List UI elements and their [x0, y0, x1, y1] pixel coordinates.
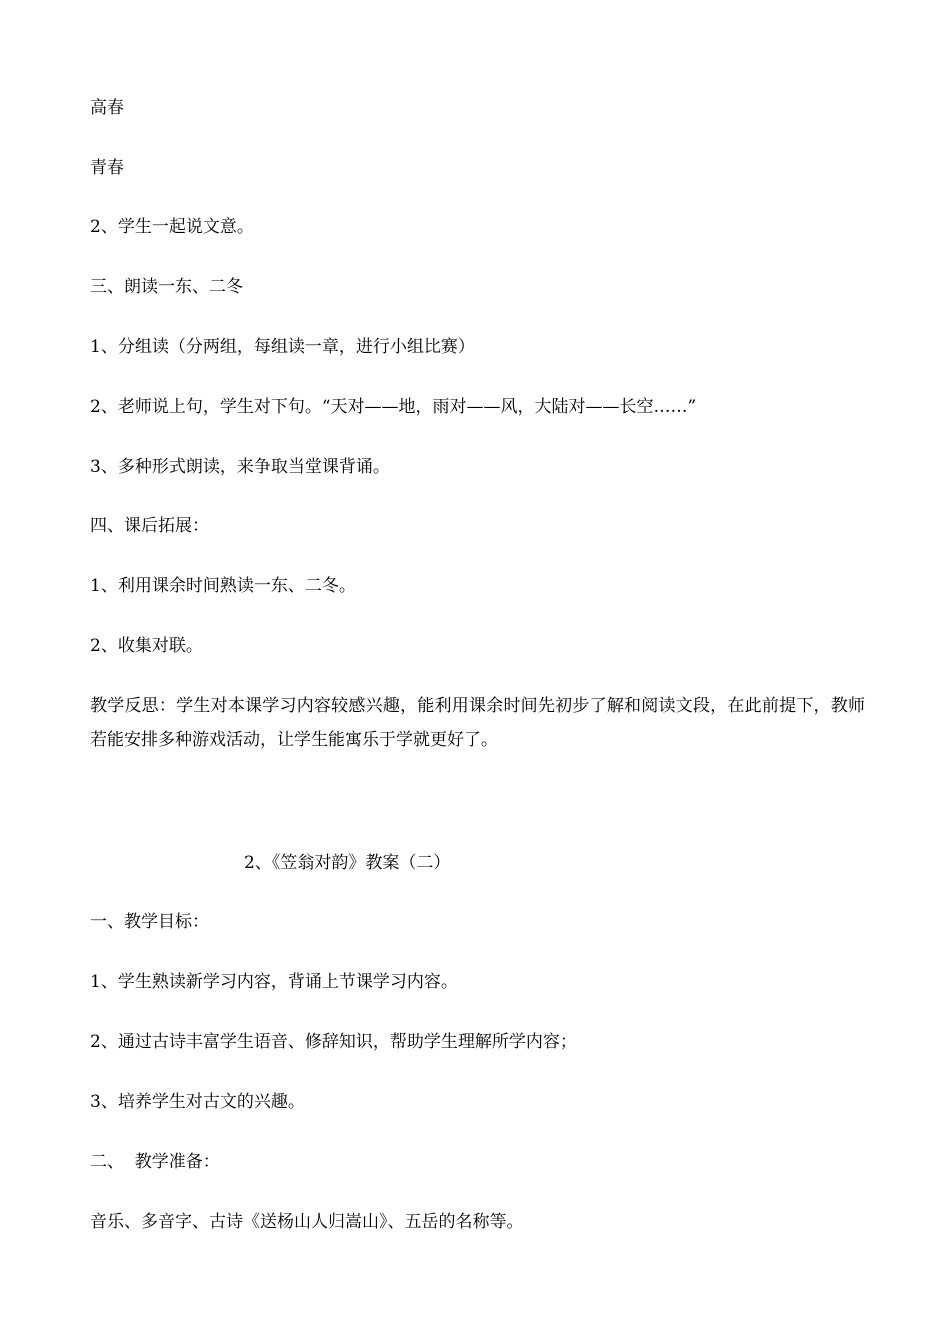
text-line: 1、利用课余时间熟读一东、二冬。: [90, 576, 356, 596]
lesson-title: 2、《笠翁对韵》教案（二）: [244, 853, 451, 873]
text-line: 2、通过古诗丰富学生语音、修辞知识，帮助学生理解所学内容；: [90, 1032, 577, 1052]
reflection-paragraph: 教学反思：学生对本课学习内容较感兴趣，能利用课余时间先初步了解和阅读文段，在此前提下，教师若能安排多种游戏活动，让学生能寓乐于学就更好了。: [90, 696, 865, 750]
text-line: 3、多种形式朗读，来争取当堂课背诵。: [90, 457, 390, 477]
text-line: 音乐、多音字、古诗《送杨山人归嵩山》、五岳的名称等。: [90, 1212, 524, 1232]
text-line: 1、学生熟读新学习内容，背诵上节课学习内容。: [90, 972, 458, 992]
text-line: 2、老师说上句，学生对下句。“天对——地，雨对——风，大陆对——长空……”: [90, 397, 697, 417]
text-line: 1、分组读（分两组，每组读一章，进行小组比赛）: [90, 337, 475, 357]
section-heading: 四、课后拓展：: [90, 516, 209, 536]
section-heading: 二、 教学准备：: [90, 1152, 220, 1172]
section-heading: 三、朗读一东、二冬: [90, 277, 243, 297]
section-heading: 一、教学目标：: [90, 912, 209, 932]
text-line: 2、学生一起说文意。: [90, 217, 254, 237]
text-line: 高春: [90, 98, 124, 118]
text-line: 3、培养学生对古文的兴趣。: [90, 1092, 305, 1112]
text-line: 青春: [90, 158, 124, 178]
text-line: 2、收集对联。: [90, 636, 203, 656]
